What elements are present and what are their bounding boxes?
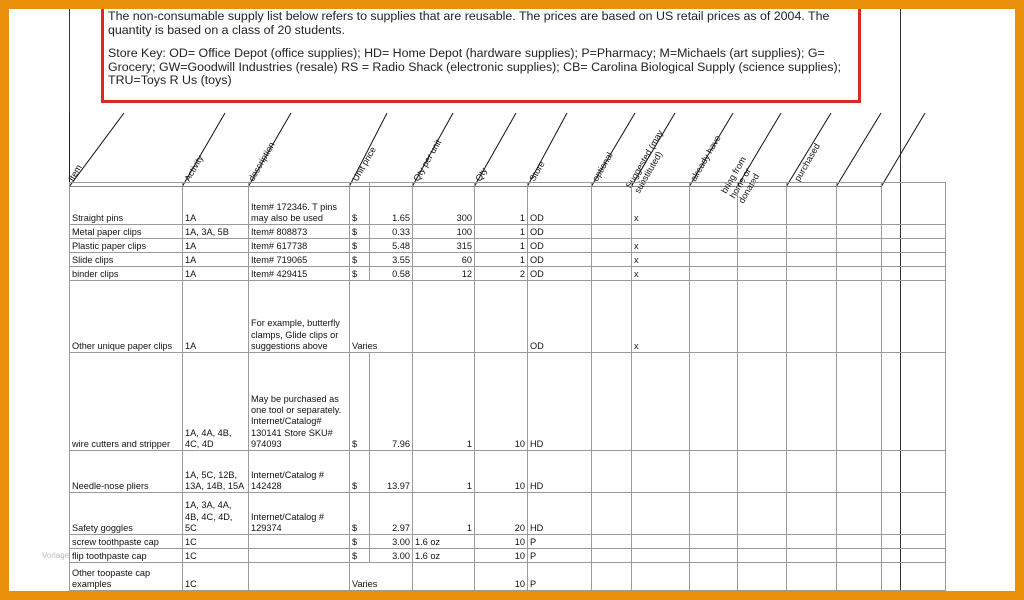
row-qty: 1 [475,253,528,267]
row-bring-from-home [738,451,787,493]
row-bring-from-home [738,253,787,267]
row-optional [592,253,632,267]
supply-table [69,182,946,591]
row-store: OD [528,183,592,225]
row-unit-price: 7.96 [370,353,413,451]
row-blank [882,353,946,451]
row-activity: 1A [183,253,249,267]
row-item: flip toothpaste cap [70,549,183,563]
row-description: Item# 429415 [249,267,350,281]
row-blank [882,281,946,353]
row-description [249,535,350,549]
supply-list-note [101,9,861,103]
row-suggested [632,225,690,239]
row-optional [592,549,632,563]
row-item: Metal paper clips [70,225,183,239]
row-blank [882,535,946,549]
row-unit-price: 3.00 [370,549,413,563]
row-purchased [787,353,837,451]
row-blank [882,563,946,591]
row-activity: 1A [183,267,249,281]
row-unit-price: 5.48 [370,239,413,253]
row-qty-per-unit: 315 [413,239,475,253]
row-activity: 1A, 5C, 12B, 13A, 14B, 15A [183,451,249,493]
row-already-have [690,183,738,225]
row-optional [592,563,632,591]
spreadsheet-page [9,9,1015,591]
row-store: P [528,535,592,549]
row-purchased [787,451,837,493]
row-blank [837,253,882,267]
row-dollar: $ [350,353,370,451]
header-store: Store [527,159,547,183]
table-row [70,353,946,451]
table-row [70,535,946,549]
row-item: wire cutters and stripper [70,353,183,451]
header-description: description [246,140,277,183]
row-activity: 1A, 4A, 4B, 4C, 4D [183,353,249,451]
row-qty: 10 [475,549,528,563]
row-already-have [690,253,738,267]
row-already-have [690,281,738,353]
row-activity: 1C [183,535,249,549]
row-optional [592,535,632,549]
row-item: Plastic paper clips [70,239,183,253]
row-dollar: $ [350,239,370,253]
row-store: OD [528,253,592,267]
row-qty-per-unit: 1 [413,451,475,493]
row-item: Other unique paper clips [70,281,183,353]
row-qty-per-unit: 1 [413,493,475,535]
row-optional [592,451,632,493]
row-item: binder clips [70,267,183,281]
header-already-have: already have [688,133,723,183]
row-blank [882,239,946,253]
row-qty-per-unit [413,563,475,591]
header-item: Item [66,162,84,183]
row-activity: 1A [183,239,249,253]
row-blank [837,239,882,253]
row-purchased [787,535,837,549]
row-store: P [528,563,592,591]
row-blank [837,451,882,493]
row-bring-from-home [738,183,787,225]
note-intro: The non-consumable supply list below refers to supplies that are reusable. The prices are based on US retail prices as of 2004. The quantity is based on a class of 20 students. [108,9,830,37]
row-unit-price: 3.00 [370,535,413,549]
row-blank [882,183,946,225]
row-dollar: $ [350,549,370,563]
row-description: Internet/Catalog # 142428 [249,451,350,493]
row-item: Needle-nose pliers [70,451,183,493]
row-qty-per-unit: 1.6 oz [413,549,475,563]
row-activity: 1A [183,183,249,225]
row-item: screw toothpaste cap [70,535,183,549]
row-optional [592,225,632,239]
header-unit-price: Unit price [350,145,379,183]
row-qty: 10 [475,535,528,549]
row-activity: 1A, 3A, 4A, 4B, 4C, 4D, 5C [183,493,249,535]
row-bring-from-home [738,549,787,563]
row-dollar: Varies [350,563,413,591]
row-description: Item# 172346. T pins may also be used [249,183,350,225]
row-store: OD [528,225,592,239]
row-description: May be purchased as one tool or separately. Internet/Catalog# 130141 Store SKU# 974093 [249,353,350,451]
row-unit-price: 3.55 [370,253,413,267]
row-qty: 20 [475,493,528,535]
row-purchased [787,253,837,267]
row-qty-per-unit: 1.6 oz [413,535,475,549]
row-blank [882,493,946,535]
header-optional: optional [590,150,615,183]
row-dollar: $ [350,267,370,281]
row-description: Item# 617738 [249,239,350,253]
row-optional [592,239,632,253]
row-already-have [690,451,738,493]
row-suggested [632,563,690,591]
table-row [70,253,946,267]
row-bring-from-home [738,493,787,535]
table-row [70,183,946,225]
row-purchased [787,267,837,281]
row-qty: 10 [475,563,528,591]
row-suggested [632,451,690,493]
row-blank [837,493,882,535]
row-qty [475,281,528,353]
row-item: Safety goggles [70,493,183,535]
row-dollar: $ [350,183,370,225]
table-row [70,493,946,535]
row-dollar: $ [350,535,370,549]
row-unit-price: 0.58 [370,267,413,281]
row-suggested: x [632,183,690,225]
row-purchased [787,281,837,353]
row-qty: 10 [475,451,528,493]
table-row [70,281,946,353]
header-qty-per-unit: Qty per unit [411,137,444,183]
row-qty: 1 [475,225,528,239]
row-dollar: $ [350,451,370,493]
row-purchased [787,225,837,239]
note-store-key: Store Key: OD= Office Depot (office supplies); HD= Home Depot (hardware supplies); P=Pharmacy; M=Michaels (art supplies); G= Grocery; GW=Goodwill Industries (resale) RS = Radio Shack (electronic supplies); CB= Carolina Biological Supply (science supplies); TRU=Toys R Us (toys) [108,46,842,88]
row-description: For example, butterfly clamps, Glide clips or suggestions above [249,281,350,353]
header-qty: Qty [473,165,490,183]
row-blank [882,225,946,239]
row-unit-price: 1.65 [370,183,413,225]
row-qty-per-unit: 1 [413,353,475,451]
row-qty-per-unit: 12 [413,267,475,281]
row-bring-from-home [738,239,787,253]
row-dollar: $ [350,493,370,535]
row-activity: 1C [183,563,249,591]
row-qty-per-unit: 60 [413,253,475,267]
row-already-have [690,239,738,253]
row-already-have [690,225,738,239]
row-dollar: $ [350,253,370,267]
row-bring-from-home [738,353,787,451]
row-item: Slide clips [70,253,183,267]
row-optional [592,183,632,225]
row-store: OD [528,267,592,281]
row-unit-price: 0.33 [370,225,413,239]
row-suggested [632,535,690,549]
row-suggested: x [632,239,690,253]
row-optional [592,353,632,451]
row-bring-from-home [738,267,787,281]
row-suggested: x [632,267,690,281]
row-qty-per-unit: 100 [413,225,475,239]
row-bring-from-home [738,563,787,591]
row-qty: 1 [475,183,528,225]
row-description: Item# 808873 [249,225,350,239]
row-store: OD [528,239,592,253]
row-blank [837,281,882,353]
table-row [70,239,946,253]
row-description: Item# 719065 [249,253,350,267]
row-blank [837,535,882,549]
row-blank [882,451,946,493]
row-purchased [787,183,837,225]
row-already-have [690,353,738,451]
row-optional [592,281,632,353]
row-suggested: x [632,253,690,267]
row-activity: 1A [183,281,249,353]
row-dollar: $ [350,225,370,239]
row-blank [882,267,946,281]
header-activity: Activity [182,153,206,183]
row-description: Internet/Catalog # 129374 [249,493,350,535]
row-optional [592,493,632,535]
row-description [249,549,350,563]
row-already-have [690,493,738,535]
row-already-have [690,549,738,563]
row-already-have [690,535,738,549]
row-optional [592,267,632,281]
row-bring-from-home [738,535,787,549]
column-header-row [66,113,949,205]
table-row [70,267,946,281]
table-row [70,225,946,239]
watermark: Vorlage [42,551,70,560]
table-row [70,549,946,563]
row-store: P [528,549,592,563]
row-blank [837,225,882,239]
row-blank [837,549,882,563]
row-qty-per-unit [413,281,475,353]
row-dollar: Varies [350,281,413,353]
row-purchased [787,239,837,253]
row-blank [837,267,882,281]
row-description [249,563,350,591]
row-qty: 1 [475,239,528,253]
row-purchased [787,493,837,535]
row-blank [837,183,882,225]
row-store: HD [528,451,592,493]
row-purchased [787,563,837,591]
row-already-have [690,267,738,281]
row-bring-from-home [738,225,787,239]
row-qty: 10 [475,353,528,451]
row-suggested [632,493,690,535]
row-blank [837,563,882,591]
row-suggested: x [632,281,690,353]
row-blank [882,253,946,267]
row-item: Straight pins [70,183,183,225]
row-unit-price: 2.97 [370,493,413,535]
row-suggested [632,549,690,563]
header-bring-from-home: bring from home or donated [719,154,762,205]
row-already-have [690,563,738,591]
row-store: HD [528,353,592,451]
header-purchased: purchased [792,141,823,183]
row-activity: 1A, 3A, 5B [183,225,249,239]
row-qty-per-unit: 300 [413,183,475,225]
row-item: Other toopaste cap examples [70,563,183,591]
row-suggested [632,353,690,451]
table-row [70,451,946,493]
row-store: OD [528,281,592,353]
row-activity: 1C [183,549,249,563]
table-row [70,563,946,591]
row-store: HD [528,493,592,535]
row-bring-from-home [738,281,787,353]
header-suggested: Suggested (may substituted) [623,128,666,195]
row-blank [882,549,946,563]
row-unit-price: 13.97 [370,451,413,493]
row-purchased [787,549,837,563]
row-qty: 2 [475,267,528,281]
row-blank [837,353,882,451]
